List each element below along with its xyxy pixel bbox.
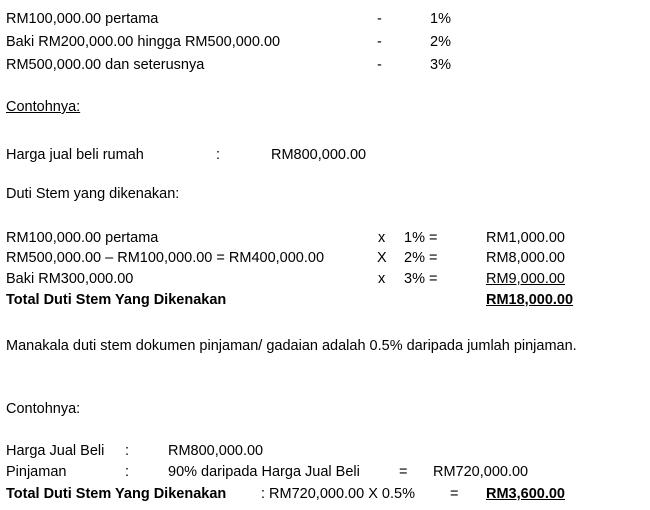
duty-row-value: RM9,000.00 [486,271,565,287]
total-duty-equals: = [450,486,459,502]
rate-label: RM100,000.00 pertama [6,11,159,27]
rate-dash: - [377,11,382,27]
loan-equals: = [399,464,408,480]
house-price-value: RM800,000.00 [271,147,367,163]
total-duty-value: RM18,000.00 [486,292,574,308]
example-heading: Contohnya: [6,99,81,115]
duty-row-operator: x [378,271,386,287]
duty-row-percent: 1% = [404,230,438,246]
loan-colon: : [125,464,130,480]
house-price-label: Harga jual beli rumah [6,147,144,163]
rate-label: Baki RM200,000.00 hingga RM500,000.00 [6,34,281,50]
loan-duty-note: Manakala duti stem dokumen pinjaman/ gadaian adalah 0.5% daripada jumlah pinjaman. [6,338,577,354]
rate-value: 2% [430,34,451,50]
duty-row-label: RM100,000.00 pertama [6,230,159,246]
duty-row-percent: 2% = [404,250,438,266]
rate-value: 3% [430,57,451,73]
example-heading-2: Contohnya: [6,401,81,417]
duty-row-value: RM8,000.00 [486,250,565,266]
duty-row-label: Baki RM300,000.00 [6,271,134,287]
duty-row-operator: x [378,230,386,246]
house-price-colon: : [216,147,221,163]
loan-value: RM720,000.00 [433,464,529,480]
duty-row-label: RM500,000.00 – RM100,000.00 = RM400,000.00 [6,250,325,266]
loan-description: 90% daripada Harga Jual Beli [168,464,360,480]
duty-heading: Duti Stem yang dikenakan: [6,186,180,202]
total-duty-calc: : RM720,000.00 X 0.5% [261,486,415,502]
total-duty-label: Total Duti Stem Yang Dikenakan [6,292,227,308]
rate-dash: - [377,34,382,50]
duty-row-value: RM1,000.00 [486,230,565,246]
sale-price-label: Harga Jual Beli [6,443,105,459]
duty-row-percent: 3% = [404,271,438,287]
duty-row-operator: X [377,250,387,266]
total-duty-value-2: RM3,600.00 [486,486,565,502]
total-duty-label-2: Total Duti Stem Yang Dikenakan [6,486,227,502]
sale-price-value: RM800,000.00 [168,443,264,459]
rate-dash: - [377,57,382,73]
rate-label: RM500,000.00 dan seterusnya [6,57,205,73]
sale-price-colon: : [125,443,130,459]
rate-value: 1% [430,11,451,27]
loan-label: Pinjaman [6,464,67,480]
